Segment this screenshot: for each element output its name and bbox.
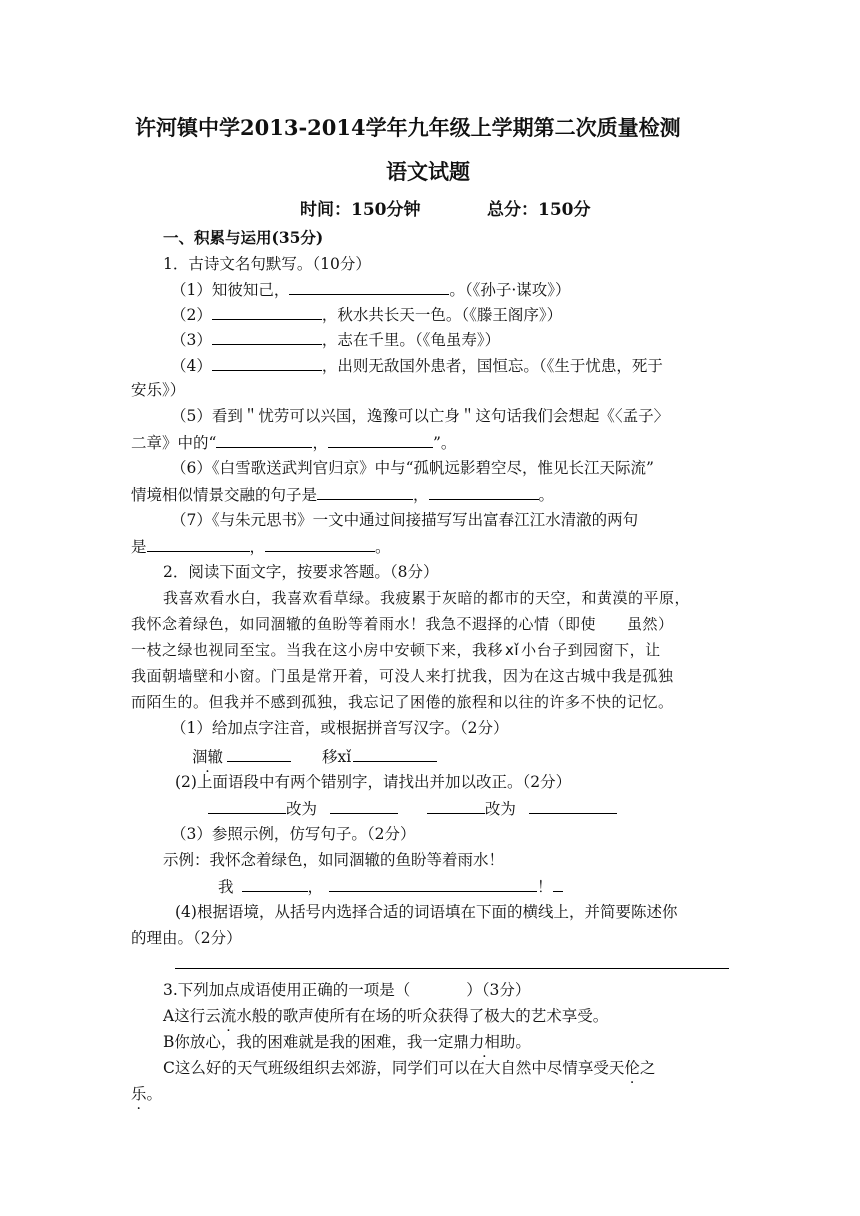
answer-blank[interactable] [317, 484, 413, 500]
answer-blank[interactable] [289, 279, 449, 295]
passage-line-2: 我怀念着绿色，如同涸辙的鱼盼等着雨水！我急不遐择的心情（即使 虽然） [131, 615, 674, 633]
time-info: 时间：150分钟 [300, 200, 421, 220]
question-2-sub-1: （1）给加点字注音，或根据拼音写汉字。（2分） [171, 719, 509, 737]
question-1-item-3: （3） ，志在千里。（《龟虽寿》） [171, 331, 501, 349]
answer-blank[interactable] [353, 746, 437, 762]
answer-blank[interactable] [242, 876, 308, 892]
exam-subtitle: 语文试题 [386, 159, 470, 184]
answer-blank[interactable] [208, 798, 286, 814]
question-1-item-2: （2） ，秋水共长天一色。（《滕王阁序》） [171, 306, 563, 324]
question-1-item-7: （7）《与朱元思书》一文中通过间接描写写出富春江江水清澈的两句 [171, 511, 639, 529]
answer-line[interactable] [175, 968, 729, 969]
answer-blank[interactable] [216, 432, 312, 448]
passage-line-4: 我面朝墙壁和小窗。门虽是常开着，可没人来打扰我，因为在这古城中我是孤独 [131, 667, 674, 685]
answer-blank[interactable] [227, 746, 291, 762]
question-3-option-c-cont: 乐。 [131, 1085, 163, 1103]
passage-line-5: 而陌生的。但我并不感到孤独，我忘记了困倦的旅程和以往的许多不快的记忆。 [131, 693, 674, 711]
question-2-sub-3-example: 示例：我怀念着绿色，如同涸辙的鱼盼等着雨水！ [163, 851, 505, 869]
question-1-item-4: （4） ，出则无敌国外患者，国恒忘。（《生于忧患，死于 [171, 357, 663, 375]
question-2-title: 2．阅读下面文字，按要求答题。（8分） [163, 563, 439, 581]
question-3-option-a[interactable]: A这行云流水般的歌声使所有在场的听众获得了极大的艺术享受。 [163, 1007, 609, 1025]
answer-blank[interactable] [427, 798, 485, 814]
question-3-option-c[interactable]: C这么好的天气班级组织去郊游，同学们可以在大自然中尽情享受天伦之 [163, 1059, 656, 1077]
question-1-item-6-cont: 情境相似情景交融的句子是 ， 。 [131, 486, 555, 504]
answer-blank[interactable] [212, 304, 322, 320]
answer-blank[interactable] [429, 484, 539, 500]
answer-blank[interactable] [212, 355, 322, 371]
question-2-sub-1-word-2: 移xǐ [322, 746, 437, 767]
section-heading: 一、积累与运用(35分) [163, 228, 324, 247]
question-2-sub-4: (4)根据语境，从括号内选择合适的词语填在下面的横线上，并简要陈述你 [175, 903, 678, 921]
answer-blank[interactable] [265, 536, 375, 552]
answer-blank[interactable] [329, 876, 537, 892]
answer-blank[interactable] [212, 329, 322, 345]
question-1-item-5-cont: 二章》中的“ ， ”。 [131, 434, 457, 452]
score-info: 总分：150分 [487, 200, 591, 220]
question-1-title: 1．古诗文名句默写。（10分） [163, 255, 371, 273]
passage-line-1: 我喜欢看水白，我喜欢看草绿。我疲累于灰暗的都市的天空，和黄漠的平原， [163, 589, 691, 607]
question-2-sub-3-answer: 我 ， ！ [218, 876, 563, 897]
question-3-title: 3.下列加点成语使用正确的一项是（ ）（3分） [163, 981, 531, 999]
pinyin-xi: xǐ [505, 641, 520, 659]
question-1-item-7-cont: 是 ， 。 [131, 538, 391, 556]
answer-blank[interactable] [328, 432, 433, 448]
answer-blank[interactable] [553, 876, 563, 892]
question-1-item-6: （6）《白雪歌送武判官归京》中与“孤帆远影碧空尽，惟见长江天际流” [171, 459, 654, 477]
question-2-sub-2: (2)上面语段中有两个错别字，请找出并加以改正。（2分） [175, 773, 572, 791]
question-2-sub-1-word-1: 涸辙 [192, 746, 291, 767]
answer-blank[interactable] [529, 798, 617, 814]
exam-title: 许河镇中学2013-2014学年九年级上学期第二次质量检测 [135, 115, 681, 140]
question-2-sub-4-cont: 的理由。（2分） [131, 929, 242, 947]
passage-line-3: 一枝之绿也视同至宝。当我在这小房中安顿下来，我移 xǐ 小台子到园窗下，让 [131, 641, 661, 659]
question-3-option-b[interactable]: B你放心，我的困难就是我的困难，我一定鼎力相助。 [163, 1033, 531, 1051]
question-2-sub-3: （3）参照示例，仿写句子。（2分） [171, 825, 416, 843]
question-1-item-1: （1）知彼知己， 。（《孙子·谋攻》） [171, 281, 571, 299]
answer-blank[interactable] [147, 536, 250, 552]
question-1-item-4-cont: 安乐》） [131, 381, 186, 399]
question-1-item-5: （5）看到＂忧劳可以兴国，逸豫可以亡身＂这句话我们会想起《〈孟子〉 [171, 407, 670, 425]
question-2-sub-2-answers: 改为 改为 [208, 798, 617, 819]
answer-blank[interactable] [330, 798, 398, 814]
